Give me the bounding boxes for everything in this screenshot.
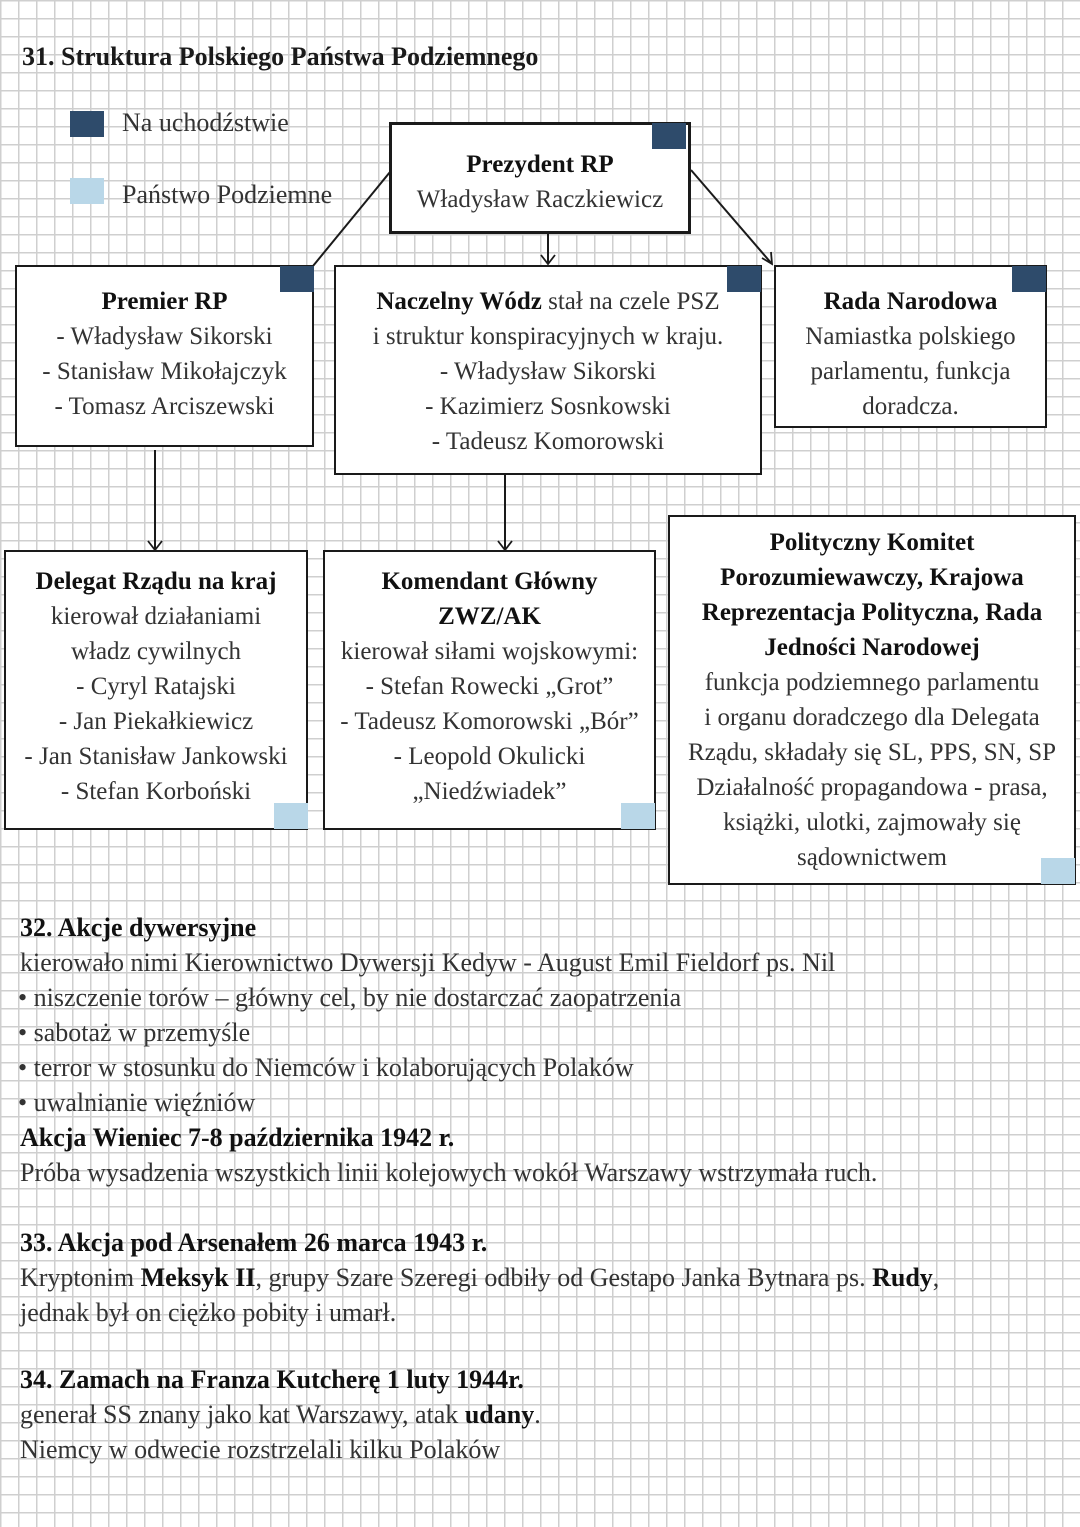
result-word: udany (464, 1400, 535, 1429)
section-34-heading: 34. Zamach na Franza Kutcherę 1 luty 1944r. (20, 1365, 524, 1394)
legend-underground-label: Państwo Podziemne (122, 180, 333, 209)
akcja-wieniec-text: Próba wysadzenia wszystkich linii kolejowych wokół Warszawy wstrzymała ruch. (20, 1158, 878, 1187)
text-span: generał SS znany jako kat Warszawy, atak (20, 1400, 465, 1429)
commander-title: Naczelny Wódz (376, 288, 542, 315)
exile-marker (1012, 266, 1046, 292)
council-line: Namiastka polskiego (805, 323, 1016, 350)
president-title: Prezydent RP (466, 151, 614, 178)
exile-marker (652, 123, 686, 149)
premier-line: - Stanisław Mikołajczyk (42, 358, 287, 385)
exile-marker (280, 266, 314, 292)
section-32-heading: 32. Akcje dywersyjne (20, 913, 257, 942)
committee-title: Jedności Narodowej (764, 634, 980, 661)
commander-box (334, 265, 762, 475)
komendant-line: „Niedźwiadek” (412, 778, 567, 805)
section-33-line-2: jednak był on ciężko pobity i umarł. (20, 1298, 397, 1327)
text-span: Kryptonim (20, 1263, 141, 1292)
delegate-line: - Jan Stanisław Jankowski (24, 743, 288, 770)
section-34-line-2: Niemcy w odwecie rozstrzelali kilku Polaków (20, 1435, 501, 1464)
committee-box (668, 515, 1076, 885)
komendant-line: - Stefan Rowecki „Grot” (365, 673, 614, 700)
legend-exile-label: Na uchodźstwie (122, 108, 289, 137)
premier-title: Premier RP (101, 288, 228, 315)
council-line: parlamentu, funkcja (810, 358, 1011, 385)
commander-line: - Władysław Sikorski (439, 358, 657, 385)
commander-line: i struktur konspiracyjnych w kraju. (372, 323, 724, 350)
delegate-line: władz cywilnych (70, 638, 242, 665)
section-32-intro: kierowało nimi Kierownictwo Dywersji Kedyw - August Emil Fieldorf ps. Nil (20, 948, 836, 977)
premier-line: - Tomasz Arciszewski (54, 393, 275, 420)
delegate-box (4, 550, 308, 830)
section-33-line-1 (20, 1260, 939, 1295)
underground-marker (621, 803, 655, 829)
komendant-title: Komendant Główny (381, 568, 598, 595)
arrow-president-council (691, 170, 772, 264)
section-33-heading: 33. Akcja pod Arsenałem 26 marca 1943 r. (20, 1228, 488, 1257)
delegate-line: kierował działaniami (50, 603, 262, 630)
premier-box (15, 265, 314, 447)
delegate-title: Delegat Rządu na kraj (35, 568, 277, 595)
komendant-box (323, 550, 656, 830)
committee-line: Działalność propagandowa - prasa, (696, 774, 1048, 801)
committee-title: Porozumiewawczy, Krajowa (720, 564, 1024, 591)
council-box (774, 265, 1047, 428)
komendant-line: kierował siłami wojskowymi: (340, 638, 639, 665)
bullet-item: • terror w stosunku do Niemców i kolaborujących Polaków (18, 1053, 634, 1082)
premier-line: - Władysław Sikorski (56, 323, 273, 350)
committee-line: Rządu, składały się SL, PPS, SN, SP (687, 739, 1057, 766)
text-span: . (534, 1400, 541, 1429)
komendant-title-2: ZWZ/AK (438, 603, 541, 630)
council-title: Rada Narodowa (823, 288, 998, 315)
commander-line: - Kazimierz Sosnkowski (425, 393, 671, 420)
committee-title: Polityczny Komitet (769, 529, 975, 556)
committee-line: sądownictwem (797, 844, 947, 871)
exile-marker (727, 266, 761, 292)
komendant-line: - Leopold Okulicki (393, 743, 586, 770)
delegate-line: - Cyryl Ratajski (76, 673, 236, 700)
codename: Meksyk II (140, 1263, 256, 1292)
underground-marker (274, 803, 308, 829)
delegate-line: - Stefan Korboński (60, 778, 252, 805)
committee-line: i organu doradczego dla Delegata (704, 704, 1040, 731)
text-span: , (932, 1263, 940, 1292)
bullet-item: • sabotaż w przemyśle (18, 1018, 251, 1047)
bullet-item: • niszczenie torów – główny cel, by nie dostarczać zaopatrzenia (18, 983, 682, 1012)
committee-line: funkcja podziemnego parlamentu (704, 669, 1040, 696)
committee-line: książki, ulotki, zajmowały się (723, 809, 1021, 836)
delegate-line: - Jan Piekałkiewicz (58, 708, 254, 735)
president-box (389, 122, 691, 234)
line-president-premier (313, 172, 390, 266)
commander-line: - Tadeusz Komorowski (431, 428, 665, 455)
commander-title-rest: stał na czele PSZ (541, 288, 720, 315)
underground-marker (1041, 858, 1075, 884)
akcja-wieniec-heading: Akcja Wieniec 7-8 października 1942 r. (20, 1123, 455, 1152)
committee-title: Reprezentacja Polityczna, Rada (701, 599, 1043, 626)
text-span: , grupy Szare Szeregi odbiły od Gestapo Janka Bytnara ps. (255, 1263, 873, 1292)
president-name: Władysław Raczkiewicz (416, 186, 664, 213)
section-34-line-1 (20, 1397, 541, 1432)
komendant-line: - Tadeusz Komorowski „Bór” (340, 708, 639, 735)
bullet-item: • uwalnianie więźniów (18, 1088, 256, 1117)
pseudonym: Rudy (872, 1263, 933, 1292)
council-line: doradcza. (862, 393, 959, 420)
page-title: 31. Struktura Polskiego Państwa Podziemnego (22, 42, 539, 71)
